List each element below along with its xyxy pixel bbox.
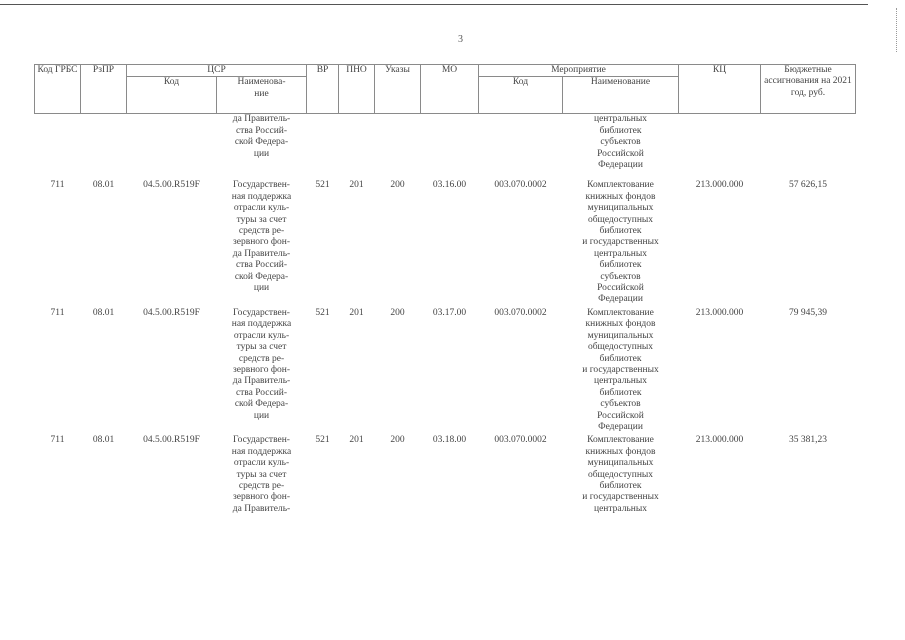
cell-pno: 201 xyxy=(349,435,364,446)
cell-event-name: Комплектование книжных фондов муниципальных общедоступных библиотек и государственных центральных библиотек субъектов Российской Федерации xyxy=(582,307,659,432)
header-rzpr: РзПР xyxy=(81,65,127,114)
header-kod-grbs: Код ГРБС xyxy=(35,65,81,114)
cell-pno: 201 xyxy=(349,307,364,318)
cell-grbs: 711 xyxy=(50,307,65,318)
cell-vr: 521 xyxy=(315,180,330,191)
cell-grbs: 711 xyxy=(50,180,65,191)
cell-rzpr: 08.01 xyxy=(92,180,115,191)
header-mo: МО xyxy=(421,65,479,114)
header-vr: ВР xyxy=(307,65,339,114)
cell-rzpr: 08.01 xyxy=(92,435,115,446)
cell-event-name: Комплектование книжных фондов муниципальных общедоступных библиотек и государственных центральных xyxy=(582,435,659,514)
table-row xyxy=(35,433,856,515)
cell-event-name: Комплектование книжных фондов муниципальных общедоступных библиотек и государственных центральных библиотек субъектов Российской Федерации xyxy=(582,180,659,305)
cell-vr: 521 xyxy=(315,435,330,446)
header-csr-name: Наименова- ние xyxy=(217,77,307,114)
budget-allocation-table xyxy=(34,64,856,515)
cell-pno: 201 xyxy=(349,180,364,191)
cell-kc: 213.000.000 xyxy=(695,180,744,191)
table-header xyxy=(35,65,856,114)
cell-ukazy: 200 xyxy=(390,435,405,446)
cell-mo: 03.18.00 xyxy=(432,435,467,446)
header-budget: Бюджетные ассигнования на 2021 год, руб. xyxy=(761,65,856,114)
header-event-name: Наименование xyxy=(563,77,679,114)
table-row-continuation xyxy=(35,114,856,179)
table-row xyxy=(35,306,856,433)
cell-csr-name: Государствен- ная поддержка отрасли куль- туры за счет средств ре- зервного фон- да Правитель- xyxy=(231,435,292,514)
cell-ukazy: 200 xyxy=(390,180,405,191)
cell-amount: 79 945,39 xyxy=(789,307,827,318)
cell-amount: 57 626,15 xyxy=(789,180,827,191)
page-edge-mark xyxy=(896,8,897,52)
header-pno: ПНО xyxy=(339,65,375,114)
table-body xyxy=(35,114,856,515)
cell-mo: 03.16.00 xyxy=(432,180,467,191)
cell-csr-code: 04.5.00.R519F xyxy=(143,307,200,318)
cell-csr-name: Государствен- ная поддержка отрасли куль- туры за счет средств ре- зервного фон- да Правитель- ства Россий- ской Федера- ции xyxy=(231,307,292,421)
cell-mo: 03.17.00 xyxy=(432,307,467,318)
page-number: 3 xyxy=(458,34,463,45)
cell-ukazy: 200 xyxy=(390,307,405,318)
cell-vr: 521 xyxy=(315,307,330,318)
cell-csr-code: 04.5.00.R519F xyxy=(143,435,200,446)
header-event-kod: Код xyxy=(479,77,563,114)
cell-amount: 35 381,23 xyxy=(789,435,827,446)
cell-csr-name: Государствен- ная поддержка отрасли куль- туры за счет средств ре- зервного фон- да Правитель- ства Россий- ской Федера- ции xyxy=(231,180,292,294)
cell-kc: 213.000.000 xyxy=(695,435,744,446)
header-kc: КЦ xyxy=(679,65,761,114)
cell-event-code: 003.070.0002 xyxy=(494,307,547,318)
cell-rzpr: 08.01 xyxy=(92,307,115,318)
cell-grbs: 711 xyxy=(50,435,65,446)
table-row xyxy=(35,178,856,305)
continuation-csr-name: да Правитель- ства Россий- ской Федера- ции xyxy=(232,114,291,159)
cell-event-code: 003.070.0002 xyxy=(494,180,547,191)
header-ukazy: Указы xyxy=(375,65,421,114)
header-csr-kod: Код xyxy=(127,77,217,114)
cell-event-code: 003.070.0002 xyxy=(494,435,547,446)
continuation-event-name: центральных библиотек субъектов Российской Федерации xyxy=(594,114,647,171)
page-top-rule xyxy=(0,4,868,5)
header-csr: ЦСР xyxy=(127,65,307,77)
cell-csr-code: 04.5.00.R519F xyxy=(143,180,200,191)
cell-kc: 213.000.000 xyxy=(695,307,744,318)
header-event: Мероприятие xyxy=(479,65,679,77)
